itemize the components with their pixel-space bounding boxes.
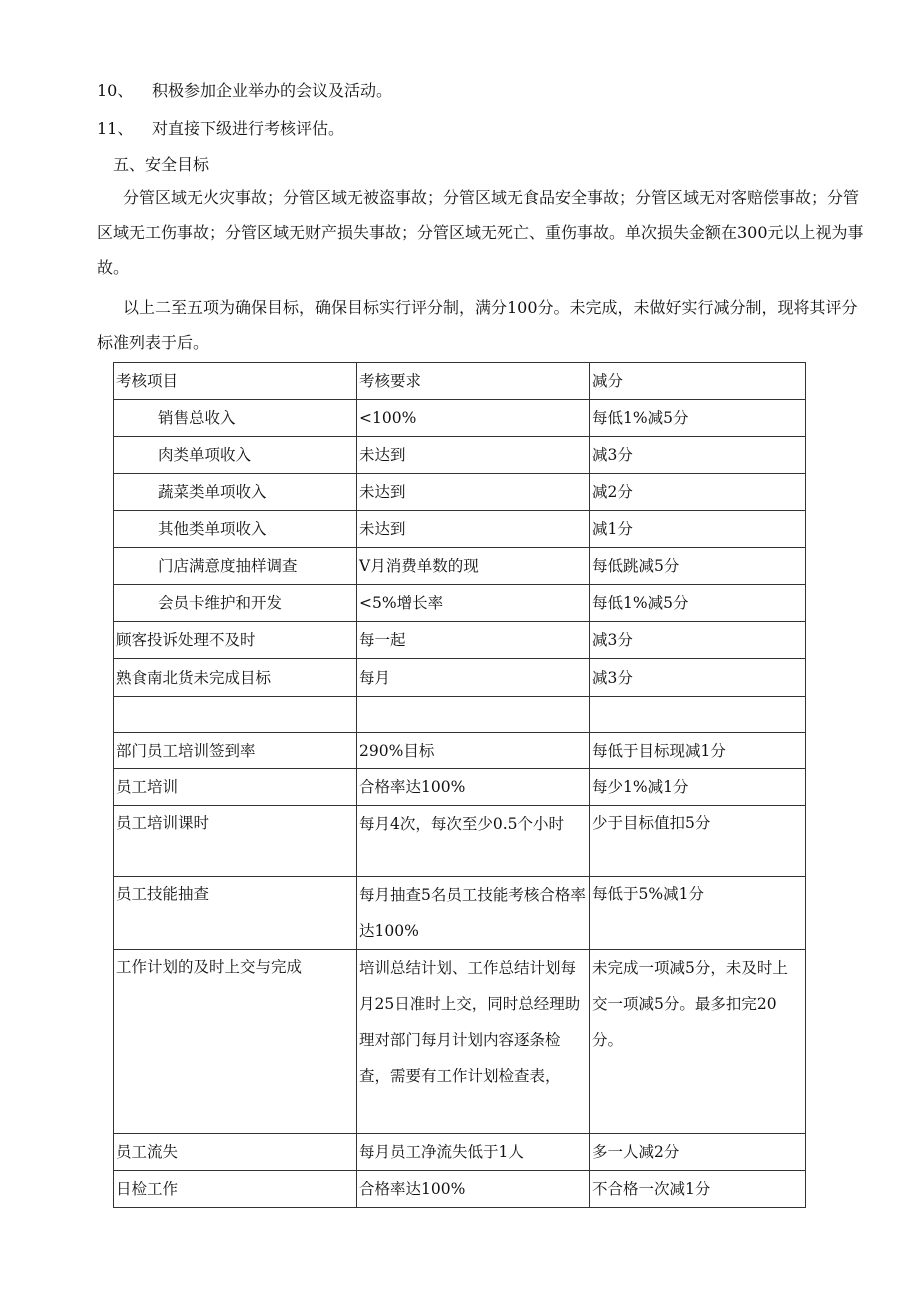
safety-paragraph: 分管区域无火灾事故；分管区域无被盗事故；分管区域无食品安全事故；分管区域无对客赔偿事故；分管区域无工伤事故；分管区域无财产损失事故；分管区域无死亡、重伤事故。单次损失金额在300元以上视为事故。 [97,188,864,277]
cell-requirement: 每月4次，每次至少0.5个小时 [357,806,590,877]
cell-deduction: 减2分 [590,474,806,511]
list-item-text: 积极参加企业举办的会议及活动。 [152,81,393,100]
table-header-row [114,363,806,400]
cell-requirement: 培训总结计划、工作总结计划每月25日准时上交，同时总经理助理对部门每月计划内容逐条检查，需要有工作计划检查表， [357,950,590,1134]
header-item: 考核项目 [114,363,357,400]
cell-requirement: 290%目标 [357,733,590,769]
list-item-number: 10、 [97,81,134,100]
cell-requirement: 合格率达100% [357,769,590,806]
cell-deduction: 每少1%减1分 [590,769,806,806]
list-item-text: 对直接下级进行考核评估。 [152,119,345,138]
table-row [114,1171,806,1208]
cell-requirement [357,697,590,733]
cell-deduction: 每低1%减5分 [590,585,806,622]
table-row [114,950,806,1134]
cell-item: 员工培训课时 [114,806,357,877]
cell-item: 蔬菜类单项收入 [114,474,357,511]
cell-deduction: 少于目标值扣5分 [590,806,806,877]
table-row [114,806,806,877]
list-item-number: 11、 [97,119,134,138]
cell-requirement: 未达到 [357,437,590,474]
cell-item: 门店满意度抽样调查 [114,548,357,585]
table-row [114,733,806,769]
cell-requirement: 每月抽查5名员工技能考核合格率达100% [357,877,590,950]
cell-item: 会员卡维护和开发 [114,585,357,622]
cell-deduction: 每低1%减5分 [590,400,806,437]
cell-deduction [590,697,806,733]
table-row [114,400,806,437]
section-heading: 五、安全目标 [113,155,210,174]
cell-requirement: 每一起 [357,622,590,659]
table-row-empty [114,697,806,733]
table-row [114,437,806,474]
cell-deduction: 未完成一项减5分，未及时上交一项减5分。最多扣完20分。 [590,950,806,1134]
cell-requirement: V月消费单数的现 [357,548,590,585]
table-row [114,622,806,659]
scoring-table [113,362,806,1208]
cell-item: 日检工作 [114,1171,357,1208]
header-deduction: 减分 [590,363,806,400]
cell-deduction: 每低于目标现减1分 [590,733,806,769]
list-item-10 [97,78,392,101]
cell-item: 其他类单项收入 [114,511,357,548]
table-row [114,585,806,622]
cell-deduction: 每低跳减5分 [590,548,806,585]
cell-deduction: 减1分 [590,511,806,548]
cell-requirement: <100% [357,400,590,437]
cell-item: 员工技能抽查 [114,877,357,950]
cell-item [114,697,357,733]
cell-deduction: 减3分 [590,622,806,659]
cell-item: 肉类单项收入 [114,437,357,474]
cell-item: 部门员工培训签到率 [114,733,357,769]
cell-requirement: 未达到 [357,474,590,511]
cell-deduction: 减3分 [590,437,806,474]
cell-requirement: 未达到 [357,511,590,548]
cell-item: 熟食南北货未完成目标 [114,659,357,697]
cell-item: 销售总收入 [114,400,357,437]
table-row [114,769,806,806]
cell-deduction: 多一人减2分 [590,1134,806,1171]
table-row [114,1134,806,1171]
cell-item: 员工流失 [114,1134,357,1171]
cell-requirement: 合格率达100% [357,1171,590,1208]
cell-requirement: 每月员工净流失低于1人 [357,1134,590,1171]
table-row [114,659,806,697]
table-row [114,511,806,548]
cell-requirement: <5%增长率 [357,585,590,622]
cell-requirement: 每月 [357,659,590,697]
table-row [114,877,806,950]
scoring-paragraph: 以上二至五项为确保目标，确保目标实行评分制，满分100分。未完成，未做好实行减分制，现将其评分标准列表于后。 [97,298,858,352]
cell-item: 顾客投诉处理不及时 [114,622,357,659]
list-item-11 [97,116,344,139]
cell-item: 员工培训 [114,769,357,806]
table-row [114,548,806,585]
cell-deduction: 不合格一次减1分 [590,1171,806,1208]
cell-deduction: 减3分 [590,659,806,697]
header-requirement: 考核要求 [357,363,590,400]
cell-deduction: 每低于5%减1分 [590,877,806,950]
table-row [114,474,806,511]
cell-item: 工作计划的及时上交与完成 [114,950,357,1134]
